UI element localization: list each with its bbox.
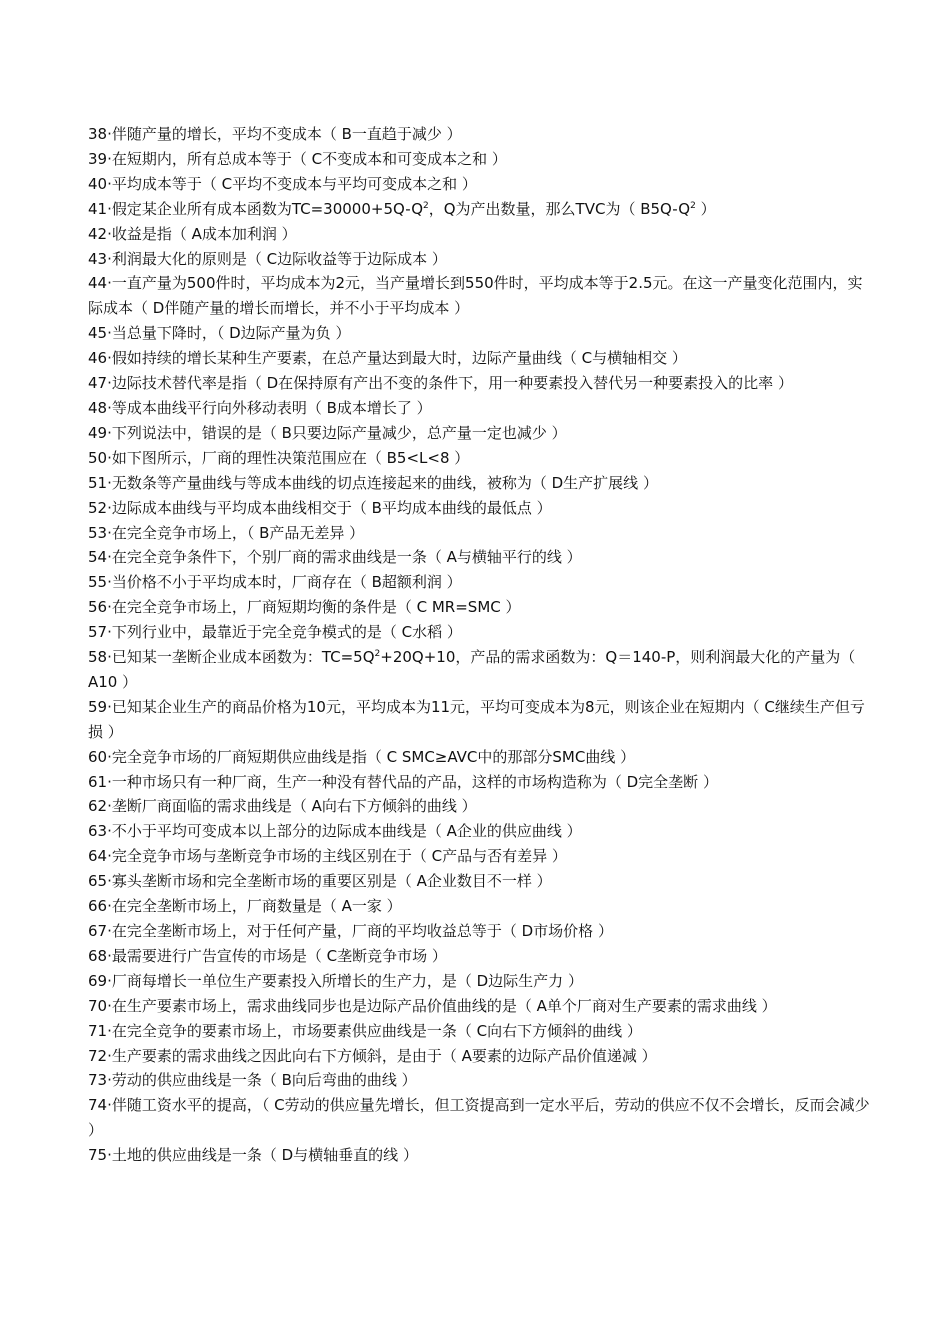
question-item: 61·一种市场只有一种厂商，生产一种没有替代品的产品，这样的市场构造称为（ D完全垄断 ）	[88, 772, 718, 791]
question-item: 72·生产要素的需求曲线之因此向右下方倾斜，是由于（ A要素的边际产品价值递减 ）	[88, 1046, 657, 1065]
question-item: 53·在完全竞争市场上，（ B产品无差异 ）	[88, 523, 365, 542]
question-item: 56·在完全竞争市场上，厂商短期均衡的条件是（ C MR=SMC ）	[88, 598, 521, 617]
question-item: 52·边际成本曲线与平均成本曲线相交于（ B平均成本曲线的最低点 ）	[88, 498, 552, 517]
question-item: 57·下列行业中，最靠近于完全竞争模式的是（ C水稻 ）	[88, 623, 462, 642]
question-item: 54·在完全竞争条件下，个别厂商的需求曲线是一条（ A与横轴平行的线 ）	[88, 548, 582, 567]
question-item: 50·如下图所示，厂商的理性决策范围应在（ B5<L<8 ）	[88, 448, 470, 467]
question-item: 59·已知某企业生产的商品价格为10元，平均成本为11元，平均可变成本为8元，则该企业在短期内（ C继续生产但亏损 ）	[88, 697, 865, 741]
question-item: 55·当价格不小于平均成本时，厂商存在（ B超额利润 ）	[88, 573, 462, 592]
question-item: 51·无数条等产量曲线与等成本曲线的切点连接起来的曲线，被称为（ D生产扩展线 ）	[88, 473, 658, 492]
question-item: 58·已知某一垄断企业成本函数为：$TC=5Q^2+20Q+10$，产品的需求函数为：Q＝140-P，则利润最大化的产量为（ A10 ）	[88, 648, 856, 691]
question-item: 39·在短期内，所有总成本等于（ C不变成本和可变成本之和 ）	[88, 149, 507, 168]
question-item: 48·等成本曲线平行向外移动表明（ B成本增长了 ）	[88, 398, 432, 417]
question-item: 67·在完全垄断市场上，对于任何产量，厂商的平均收益总等于（ D市场价格 ）	[88, 922, 613, 940]
question-item: 74·伴随工资水平的提高，（ C劳动的供应量先增长，但工资提高到一定水平后，劳动的供应不仅不会增长，反而会减少 ）	[88, 1096, 870, 1140]
question-item: 43·利润最大化的原则是（ C边际收益等于边际成本 ）	[88, 249, 447, 268]
question-item: 38·伴随产量的增长，平均不变成本（ B一直趋于减少 ）	[88, 125, 462, 143]
question-item: 44·一直产量为500件时，平均成本为2元，当产量增长到550件时，平均成本等于2.5元。在这一产量变化范围内，实际成本（ D伴随产量的增长而增长，并不小于平均成本 ）	[88, 274, 863, 318]
question-item: 73·劳动的供应曲线是一条（ B向后弯曲的曲线 ）	[88, 1071, 417, 1090]
question-item: 45·当总量下降时，（ D边际产量为负 ）	[88, 324, 351, 343]
question-item: 68·最需要进行广告宣传的市场是（ C垄断竞争市场 ）	[88, 946, 447, 965]
question-item: 47·边际技术替代率是指（ D在保持原有产出不变的条件下，用一种要素投入替代另一种要素投入的比率 ）	[88, 374, 793, 393]
question-item: 64·完全竞争市场与垄断竞争市场的主线区别在于（ C产品与否有差异 ）	[88, 847, 567, 866]
question-item: 60·完全竞争市场的厂商短期供应曲线是指（ C SMC≥AVC中的那部分SMC曲线 ）	[88, 747, 636, 766]
question-item: 65·寡头垄断市场和完全垄断市场的重要区别是（ A企业数目不一样 ）	[88, 872, 552, 891]
question-item: 62·垄断厂商面临的需求曲线是（ A向右下方倾斜的曲线 ）	[88, 797, 477, 816]
question-item: 49·下列说法中，错误的是（ B只要边际产量减少，总产量一定也减少 ）	[88, 423, 567, 442]
question-item: 63·不小于平均可变成本以上部分的边际成本曲线是（ A企业的供应曲线 ）	[88, 822, 582, 841]
question-item: 70·在生产要素市场上，需求曲线同步也是边际产品价值曲线的是（ A单个厂商对生产要素的需求曲线 ）	[88, 996, 777, 1015]
question-list	[88, 122, 870, 1168]
question-item: 69·厂商每增长一单位生产要素投入所增长的生产力，是（ D边际生产力 ）	[88, 971, 583, 990]
question-item: 71·在完全竞争的要素市场上，市场要素供应曲线是一条（ C向右下方倾斜的曲线 ）	[88, 1021, 642, 1040]
question-item: 75·土地的供应曲线是一条（ D与横轴垂直的线 ）	[88, 1146, 418, 1165]
question-item: 66·在完全垄断市场上，厂商数量是（ A一家 ）	[88, 897, 402, 916]
question-item: 46·假如持续的增长某种生产要素，在总产量达到最大时，边际产量曲线（ C与横轴相交 ）	[88, 349, 687, 368]
question-item: 42·收益是指（ A成本加利润 ）	[88, 224, 297, 243]
question-item: 40·平均成本等于（ C平均不变成本与平均可变成本之和 ）	[88, 174, 477, 193]
question-item: 41·假定某企业所有成本函数为$TC=30000+5Q-Q^2$，Q为产出数量，那么TVC为（ $B5Q-Q^2$ ）	[88, 199, 716, 218]
